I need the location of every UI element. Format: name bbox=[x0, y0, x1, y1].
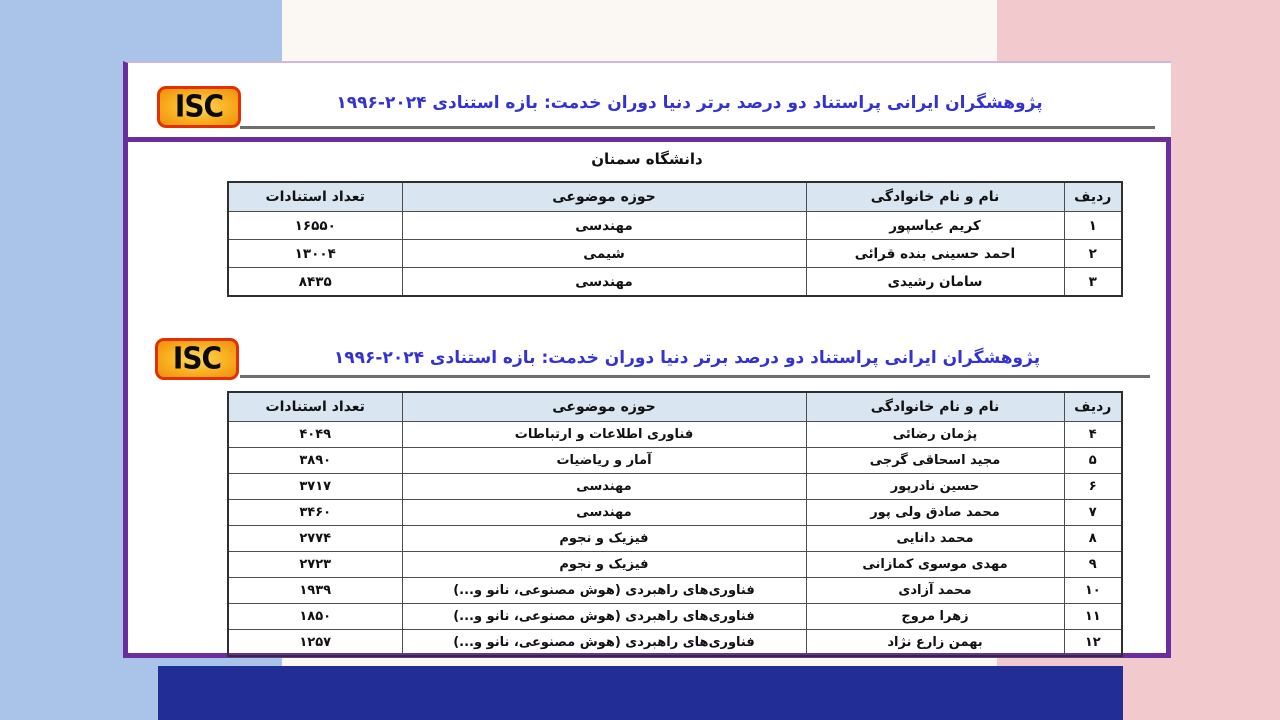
title-underline bbox=[240, 126, 1155, 129]
table-cell: فیزیک و نجوم bbox=[402, 552, 806, 578]
table-cell: ۲۷۷۴ bbox=[228, 526, 402, 552]
table-cell: ۳۴۶۰ bbox=[228, 500, 402, 526]
section1-title: پژوهشگران ایرانی پراستناد دو درصد برتر دنیا دوران خدمت: بازه استنادی ۲۰۲۴-۱۹۹۶ bbox=[336, 93, 1043, 113]
background-bottom-navy-bar bbox=[158, 666, 1123, 720]
table-cell: محمد آزادی bbox=[806, 578, 1064, 604]
table-1-body bbox=[228, 212, 1122, 297]
table-cell: فناوری‌های راهبردی (هوش مصنوعی، نانو و...) bbox=[402, 630, 806, 657]
table-header-row bbox=[228, 182, 1122, 212]
table-cell: فناوری‌های راهبردی (هوش مصنوعی، نانو و...) bbox=[402, 604, 806, 630]
table-cell: شیمی bbox=[402, 240, 806, 268]
table-cell: فناوری اطلاعات و ارتباطات bbox=[402, 422, 806, 448]
table-header-cell: حوزه موضوعی bbox=[402, 182, 806, 212]
table-cell: پژمان رضائی bbox=[806, 422, 1064, 448]
table-cell: مهندسی bbox=[402, 474, 806, 500]
table-row bbox=[228, 268, 1122, 297]
table-cell: فناوری‌های راهبردی (هوش مصنوعی، نانو و...) bbox=[402, 578, 806, 604]
table-cell: ۵ bbox=[1064, 448, 1122, 474]
table-cell: ۱۱ bbox=[1064, 604, 1122, 630]
table-cell: ۳۷۱۷ bbox=[228, 474, 402, 500]
table-cell: ۸۴۳۵ bbox=[228, 268, 402, 297]
table-cell: ۱۳۰۰۴ bbox=[228, 240, 402, 268]
table-cell: احمد حسینی بنده قرائی bbox=[806, 240, 1064, 268]
table-cell: ۱۸۵۰ bbox=[228, 604, 402, 630]
table-cell: فیزیک و نجوم bbox=[402, 526, 806, 552]
isc-logo bbox=[155, 338, 239, 380]
table-cell: ۹ bbox=[1064, 552, 1122, 578]
table-cell: بهمن زارع نژاد bbox=[806, 630, 1064, 657]
title-underline bbox=[240, 375, 1150, 378]
researchers-table-2 bbox=[227, 391, 1123, 657]
header-panel-section1 bbox=[123, 61, 1171, 137]
table-row bbox=[228, 500, 1122, 526]
table-cell: ۱ bbox=[1064, 212, 1122, 240]
table-cell: حسین نادرپور bbox=[806, 474, 1064, 500]
table-cell: ۷ bbox=[1064, 500, 1122, 526]
table-header-row bbox=[228, 392, 1122, 422]
table-cell: ۱۲۵۷ bbox=[228, 630, 402, 657]
table-row bbox=[228, 212, 1122, 240]
table-header-cell: تعداد استنادات bbox=[228, 392, 402, 422]
content-panel bbox=[123, 137, 1171, 658]
university-subtitle: دانشگاه سمنان bbox=[591, 150, 703, 168]
table-cell: آمار و ریاضیات bbox=[402, 448, 806, 474]
table-cell: مهدی موسوی کمازانی bbox=[806, 552, 1064, 578]
table-header-cell: حوزه موضوعی bbox=[402, 392, 806, 422]
table-cell: مجید اسحاقی گرجی bbox=[806, 448, 1064, 474]
table-cell: ۱۲ bbox=[1064, 630, 1122, 657]
table-row bbox=[228, 630, 1122, 657]
table-cell: مهندسی bbox=[402, 500, 806, 526]
table-row bbox=[228, 422, 1122, 448]
table-row bbox=[228, 474, 1122, 500]
table-2-body bbox=[228, 422, 1122, 657]
table-row bbox=[228, 604, 1122, 630]
table-cell: ۳ bbox=[1064, 268, 1122, 297]
table-header-cell: نام و نام خانوادگی bbox=[806, 182, 1064, 212]
table-row bbox=[228, 578, 1122, 604]
table-1-head bbox=[228, 182, 1122, 212]
table-header-cell: ردیف bbox=[1064, 182, 1122, 212]
table-header-cell: تعداد استنادات bbox=[228, 182, 402, 212]
table-cell: محمد صادق ولی پور bbox=[806, 500, 1064, 526]
table-cell: محمد دانایی bbox=[806, 526, 1064, 552]
table-header-cell: ردیف bbox=[1064, 392, 1122, 422]
table-cell: سامان رشیدی bbox=[806, 268, 1064, 297]
isc-logo-text: ISC bbox=[172, 340, 222, 377]
table-cell: زهرا مروج bbox=[806, 604, 1064, 630]
section2-title: پژوهشگران ایرانی پراستناد دو درصد برتر دنیا دوران خدمت: بازه استنادی ۲۰۲۴-۱۹۹۶ bbox=[333, 348, 1041, 368]
table-cell: ۱۶۵۵۰ bbox=[228, 212, 402, 240]
table-cell: ۱۰ bbox=[1064, 578, 1122, 604]
table-cell: مهندسی bbox=[402, 268, 806, 297]
researchers-table-1 bbox=[227, 181, 1123, 297]
table-cell: ۴ bbox=[1064, 422, 1122, 448]
table-cell: ۱۹۳۹ bbox=[228, 578, 402, 604]
table-cell: ۸ bbox=[1064, 526, 1122, 552]
table-row bbox=[228, 526, 1122, 552]
table-2-head bbox=[228, 392, 1122, 422]
isc-logo-text: ISC bbox=[174, 88, 224, 125]
table-cell: کریم عباسپور bbox=[806, 212, 1064, 240]
table-cell: ۴۰۴۹ bbox=[228, 422, 402, 448]
table-cell: مهندسی bbox=[402, 212, 806, 240]
table-row bbox=[228, 552, 1122, 578]
table-header-cell: نام و نام خانوادگی bbox=[806, 392, 1064, 422]
table-cell: ۲ bbox=[1064, 240, 1122, 268]
table-row bbox=[228, 240, 1122, 268]
table-row bbox=[228, 448, 1122, 474]
isc-logo bbox=[157, 86, 241, 128]
table-cell: ۶ bbox=[1064, 474, 1122, 500]
table-cell: ۳۸۹۰ bbox=[228, 448, 402, 474]
table-cell: ۲۷۲۳ bbox=[228, 552, 402, 578]
